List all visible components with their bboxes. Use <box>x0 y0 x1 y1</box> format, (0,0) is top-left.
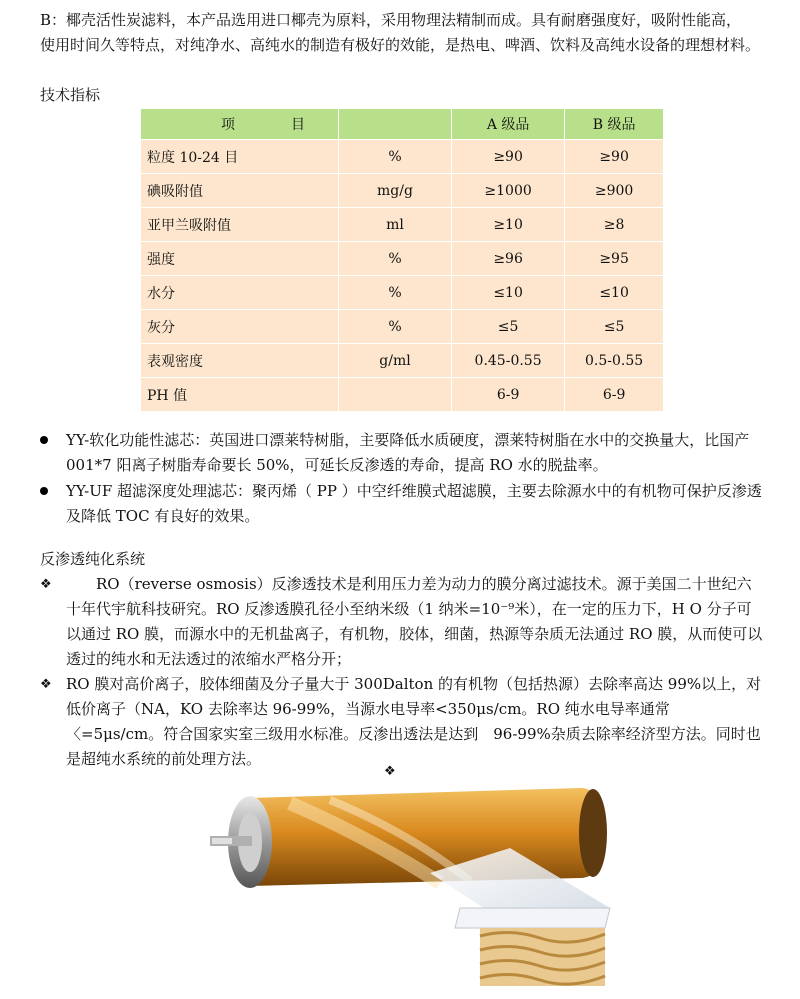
membrane-tube <box>250 788 605 886</box>
list-item <box>40 428 765 478</box>
table-row <box>141 242 664 276</box>
ro-heading: 反渗透纯化系统 <box>40 550 146 568</box>
row-grade-a: ≤10 <box>452 276 565 310</box>
row-item: 粒度 10-24 目 <box>141 140 339 174</box>
row-grade-b: 0.5-0.55 <box>565 344 664 378</box>
spec-header-row <box>141 109 664 140</box>
bullet-icon <box>40 487 48 495</box>
row-grade-b: ≤5 <box>565 310 664 344</box>
row-item: 碘吸附值 <box>141 174 339 208</box>
header-unit <box>339 109 452 140</box>
row-item: 表观密度 <box>141 344 339 378</box>
row-grade-a: ≥10 <box>452 208 565 242</box>
diamond-icon: ❖ <box>40 577 52 592</box>
header-grade-b: B 级品 <box>565 109 664 140</box>
row-item: 亚甲兰吸附值 <box>141 208 339 242</box>
list-item <box>40 672 765 772</box>
spec-heading: 技术指标 <box>40 86 101 104</box>
row-grade-b: 6-9 <box>565 378 664 412</box>
membrane-end-ring <box>579 789 607 877</box>
row-unit: ml <box>339 208 452 242</box>
row-grade-a: 6-9 <box>452 378 565 412</box>
table-row <box>141 276 664 310</box>
row-grade-b: ≥8 <box>565 208 664 242</box>
row-unit: g/ml <box>339 344 452 378</box>
membrane-cross-section <box>480 928 605 986</box>
row-grade-a: ≥90 <box>452 140 565 174</box>
row-grade-a: ≥1000 <box>452 174 565 208</box>
row-item: 水分 <box>141 276 339 310</box>
bullet-text: YY-软化功能性滤芯：英国进口漂莱特树脂，主要降低水质硬度，漂莱特树脂在水中的交换量大，比国产 001*7 阳离子树脂寿命要长 50%，可延长反渗透的寿命，提高 RO 水的脱盐率。 <box>66 431 750 474</box>
bullet-icon <box>40 436 48 444</box>
row-item: PH 值 <box>141 378 339 412</box>
row-unit: % <box>339 242 452 276</box>
header-grade-a: A 级品 <box>452 109 565 140</box>
bullet-text: YY-UF 超滤深度处理滤芯：聚丙烯（ PP ）中空纤维膜式超滤膜，主要去除源水中的有机物可保护反渗透及降低 TOC 有良好的效果。 <box>66 482 762 525</box>
row-unit: % <box>339 276 452 310</box>
row-grade-b: ≤10 <box>565 276 664 310</box>
row-item: 灰分 <box>141 310 339 344</box>
row-grade-a: 0.45-0.55 <box>452 344 565 378</box>
row-grade-b: ≥900 <box>565 174 664 208</box>
row-unit <box>339 378 452 412</box>
header-item: 项 目 <box>141 109 339 140</box>
diamond-icon: ❖ <box>384 764 396 779</box>
ro-point-text: RO 膜对高价离子，胶体细菌及分子量大于 300Dalton 的有机物（包括热源）去除率高达 99%以上，对低价离子（NA，KO 去除率达 96-99%，当源水电导率<350μs/cm。RO 纯水电导率通常〈=5μs/cm。符合国家实室三级用水标准。反渗出透法是达到 96-99%杂质去除率经济型方法。同时也是超纯水系统的前处理方法。 <box>66 675 762 768</box>
membrane-end-cap <box>210 796 272 888</box>
list-item <box>40 572 765 672</box>
row-grade-b: ≥95 <box>565 242 664 276</box>
table-row <box>141 378 664 412</box>
ro-point-list <box>40 572 765 772</box>
ro-point-text: RO（reverse osmosis）反渗透技术是利用压力差为动力的膜分离过滤技术。源于美国二十世纪六十年代宇航科技研究。RO 反渗透膜孔径小至纳米级（1 纳米=10⁻⁹米），在一定的压力下，H O 分子可以通过 RO 膜，而源水中的无机盐离子，有机物，胶体，细菌，热源等杂质无法通过 RO 膜，从而使可以透过的纯水和无法透过的浓缩水严格分开； <box>66 575 763 668</box>
table-row <box>141 310 664 344</box>
row-item: 强度 <box>141 242 339 276</box>
row-grade-b: ≥90 <box>565 140 664 174</box>
table-row <box>141 208 664 242</box>
intro-paragraph: B：椰壳活性炭滤料，本产品选用进口椰壳为原料，采用物理法精制而成。具有耐磨强度好，吸附性能高， 使用时间久等特点，对纯净水、高纯水的制造有极好的效能，是热电、啤酒、饮料及高纯水设备的理想材料。 <box>40 11 764 54</box>
list-item <box>40 479 765 529</box>
table-row <box>141 140 664 174</box>
row-grade-a: ≤5 <box>452 310 565 344</box>
spec-table <box>140 108 664 412</box>
row-unit: % <box>339 310 452 344</box>
table-row <box>141 344 664 378</box>
row-unit: % <box>339 140 452 174</box>
table-row <box>141 174 664 208</box>
filter-bullet-list <box>40 428 765 530</box>
row-unit: mg/g <box>339 174 452 208</box>
ro-membrane-illustration <box>210 778 630 993</box>
row-grade-a: ≥96 <box>452 242 565 276</box>
diamond-icon: ❖ <box>40 677 52 692</box>
